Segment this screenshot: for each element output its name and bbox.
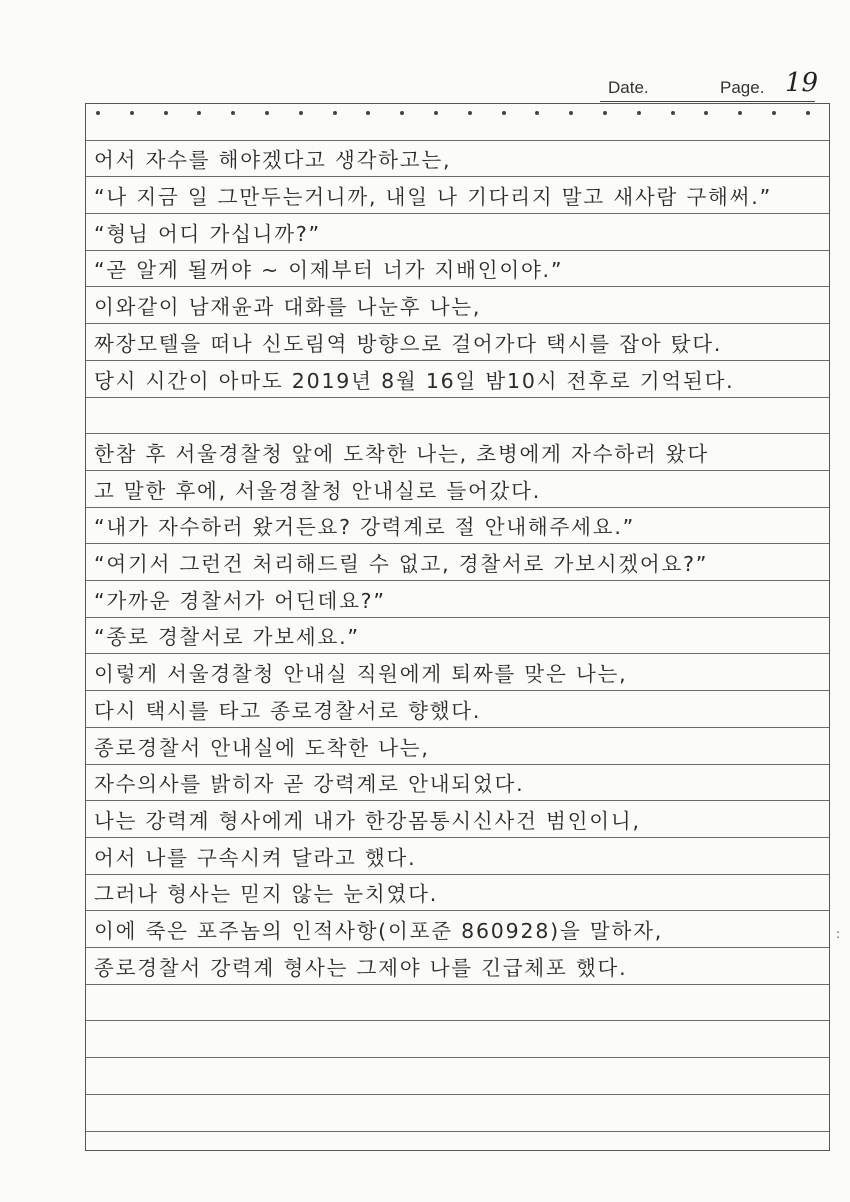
ruled-line xyxy=(86,728,829,765)
ruled-line xyxy=(86,141,829,178)
handwritten-line-text: 이와같이 남재윤과 대화를 나눈후 나는, xyxy=(94,295,482,320)
margin-mark: : xyxy=(836,927,841,941)
ruled-line xyxy=(86,251,829,288)
handwritten-line-text: “여기서 그런건 처리해드릴 수 없고, 경찰서로 가보시겠어요?” xyxy=(94,552,709,577)
ruled-line xyxy=(86,398,829,435)
handwritten-line-text: 이렇게 서울경찰청 안내실 직원에게 퇴짜를 맞은 나는, xyxy=(94,662,628,687)
date-label: Date. xyxy=(608,78,649,97)
handwritten-line-text: “종로 경찰서로 가보세요.” xyxy=(94,625,360,650)
handwritten-line-text: 자수의사를 밝히자 곧 강력계로 안내되었다. xyxy=(94,772,525,797)
ruled-line xyxy=(86,838,829,875)
page-number: 19 xyxy=(785,68,819,98)
ruled-line xyxy=(86,104,829,141)
ruled-line xyxy=(86,691,829,728)
ruled-line xyxy=(86,214,829,251)
ruled-line xyxy=(86,544,829,581)
handwritten-line-text: 다시 택시를 타고 종로경찰서로 향했다. xyxy=(94,698,482,723)
ruled-line xyxy=(86,324,829,361)
ruled-line xyxy=(86,508,829,545)
ruled-line xyxy=(86,361,829,398)
handwritten-line-text: 고 말한 후에, 서울경찰청 안내실로 들어갔다. xyxy=(94,478,542,503)
handwritten-line-text: “곧 알게 될꺼야 ~ 이제부터 너가 지배인이야.” xyxy=(94,258,564,283)
handwritten-line-text: “내가 자수하러 왔거든요? 강력계로 절 안내해주세요.” xyxy=(94,515,636,540)
handwritten-line-text: 나는 강력계 형사에게 내가 한강몸통시신사건 범인이니, xyxy=(94,808,641,833)
header-rule xyxy=(600,101,815,102)
page-header xyxy=(600,68,819,102)
ruled-line xyxy=(86,1058,829,1095)
handwritten-line-text: 종로경찰서 강력계 형사는 그제야 나를 긴급체포 했다. xyxy=(94,955,628,980)
handwritten-line-text: 종로경찰서 안내실에 도착한 나는, xyxy=(94,735,430,760)
ruled-line xyxy=(86,471,829,508)
handwritten-line-text: 이에 죽은 포주놈의 인적사항(이포준 860928)을 말하자, xyxy=(94,919,664,944)
ruled-line xyxy=(86,1095,829,1132)
handwritten-line-text: 당시 시간이 아마도 2019년 8월 16일 밤10시 전후로 기억된다. xyxy=(94,368,735,393)
lined-sheet xyxy=(85,103,830,1151)
ruled-line xyxy=(86,985,829,1022)
ruled-line xyxy=(86,1022,829,1059)
handwritten-line-text: 어서 나를 구속시켜 달라고 했다. xyxy=(94,845,417,870)
handwritten-line-text: 짜장모텔을 떠나 신도림역 방향으로 걸어가다 택시를 잡아 탔다. xyxy=(94,331,723,356)
ruled-line xyxy=(86,801,829,838)
page-label: Page. xyxy=(720,78,765,97)
ruled-line xyxy=(86,434,829,471)
ruled-line xyxy=(86,655,829,692)
ruled-line xyxy=(86,618,829,655)
handwritten-line-text: 한참 후 서울경찰청 앞에 도착한 나는, 초병에게 자수하러 왔다 xyxy=(94,441,709,466)
ruled-line xyxy=(86,948,829,985)
handwritten-line-text: “나 지금 일 그만두는거니까, 내일 나 기다리지 말고 새사람 구해써.” xyxy=(94,185,772,210)
ruled-line xyxy=(86,911,829,948)
handwritten-line-text: “가까운 경찰서가 어딘데요?” xyxy=(94,588,386,613)
ruled-line xyxy=(86,581,829,618)
handwritten-line-text: 그러나 형사는 믿지 않는 눈치였다. xyxy=(94,882,439,907)
ruled-line xyxy=(86,765,829,802)
handwritten-line-text: 어서 자수를 해야겠다고 생각하고는, xyxy=(94,148,452,173)
handwritten-line-text: “형님 어디 가십니까?” xyxy=(94,221,321,246)
ruled-line xyxy=(86,875,829,912)
ruled-line xyxy=(86,288,829,325)
ruled-line xyxy=(86,177,829,214)
